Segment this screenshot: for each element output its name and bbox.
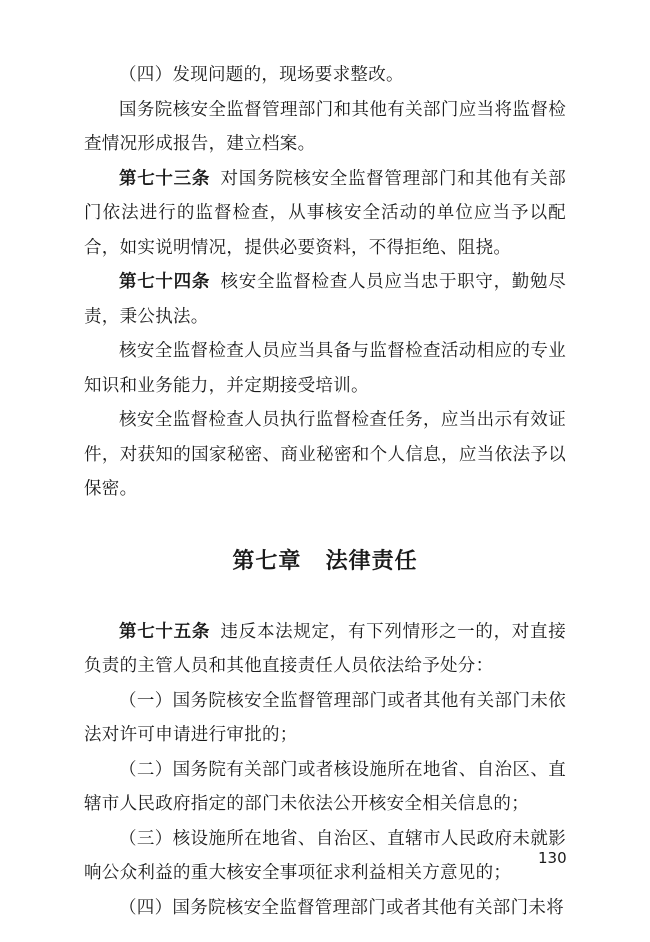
article-74 <box>84 265 566 334</box>
paragraph-text: 对国务院核安全监督管理部门和其他有关部门依法进行的监督检查，从事核安全活动的单位应当予以配合，如实说明情况，提供必要资料，不得拒绝、阻挠。 <box>84 168 567 258</box>
paragraph-text: （一）国务院核安全监督管理部门或者其他有关部门未依法对许可申请进行审批的； <box>84 690 566 745</box>
paragraph-text: 国务院核安全监督管理部门和其他有关部门应当将监督检查情况形成报告，建立档案。 <box>84 99 566 154</box>
chapter-heading <box>84 544 566 575</box>
paragraph-text: （二）国务院有关部门或者核设施所在地省、自治区、直辖市人民政府指定的部门未依法公开核安全相关信息的； <box>84 759 566 814</box>
paragraph-text: （三）核设施所在地省、自治区、直辖市人民政府未就影响公众利益的重大核安全事项征求利益相关方意见的； <box>84 828 566 883</box>
paragraph-text: 核安全监督检查人员应当忠于职守，勤勉尽责，秉公执法。 <box>84 272 567 327</box>
article-number: 第七十四条 <box>119 272 211 292</box>
list-item <box>84 684 566 753</box>
article-75 <box>84 615 566 684</box>
article-number: 第七十五条 <box>119 621 211 642</box>
list-item <box>84 753 566 822</box>
paragraph <box>84 403 566 507</box>
article-number: 第七十三条 <box>119 168 211 189</box>
paragraph-text: 违反本法规定，有下列情形之一的，对直接负责的主管人员和其他直接责任人员依法给予处分： <box>84 621 567 676</box>
page-number: 130 <box>538 849 567 867</box>
chapter-number: 第七章 <box>232 548 302 574</box>
paragraph-text: 核安全监督检查人员执行监督检查任务，应当出示有效证件，对获知的国家秘密、商业秘密和个人信息，应当依法予以保密。 <box>84 410 566 499</box>
paragraph-text: （四）国务院核安全监督管理部门或者其他有关部门未将 <box>119 897 564 918</box>
article-73 <box>84 162 566 266</box>
paragraph-text: 核安全监督检查人员应当具备与监督检查活动相应的专业知识和业务能力，并定期接受培训。 <box>84 341 566 396</box>
list-item <box>84 822 566 891</box>
paragraph <box>84 58 566 93</box>
paragraph <box>84 334 566 403</box>
paragraph <box>84 93 566 162</box>
paragraph-text: （四）发现问题的，现场要求整改。 <box>119 65 404 85</box>
document-page <box>84 58 566 925</box>
list-item <box>84 891 566 926</box>
chapter-title: 法律责任 <box>325 548 418 574</box>
